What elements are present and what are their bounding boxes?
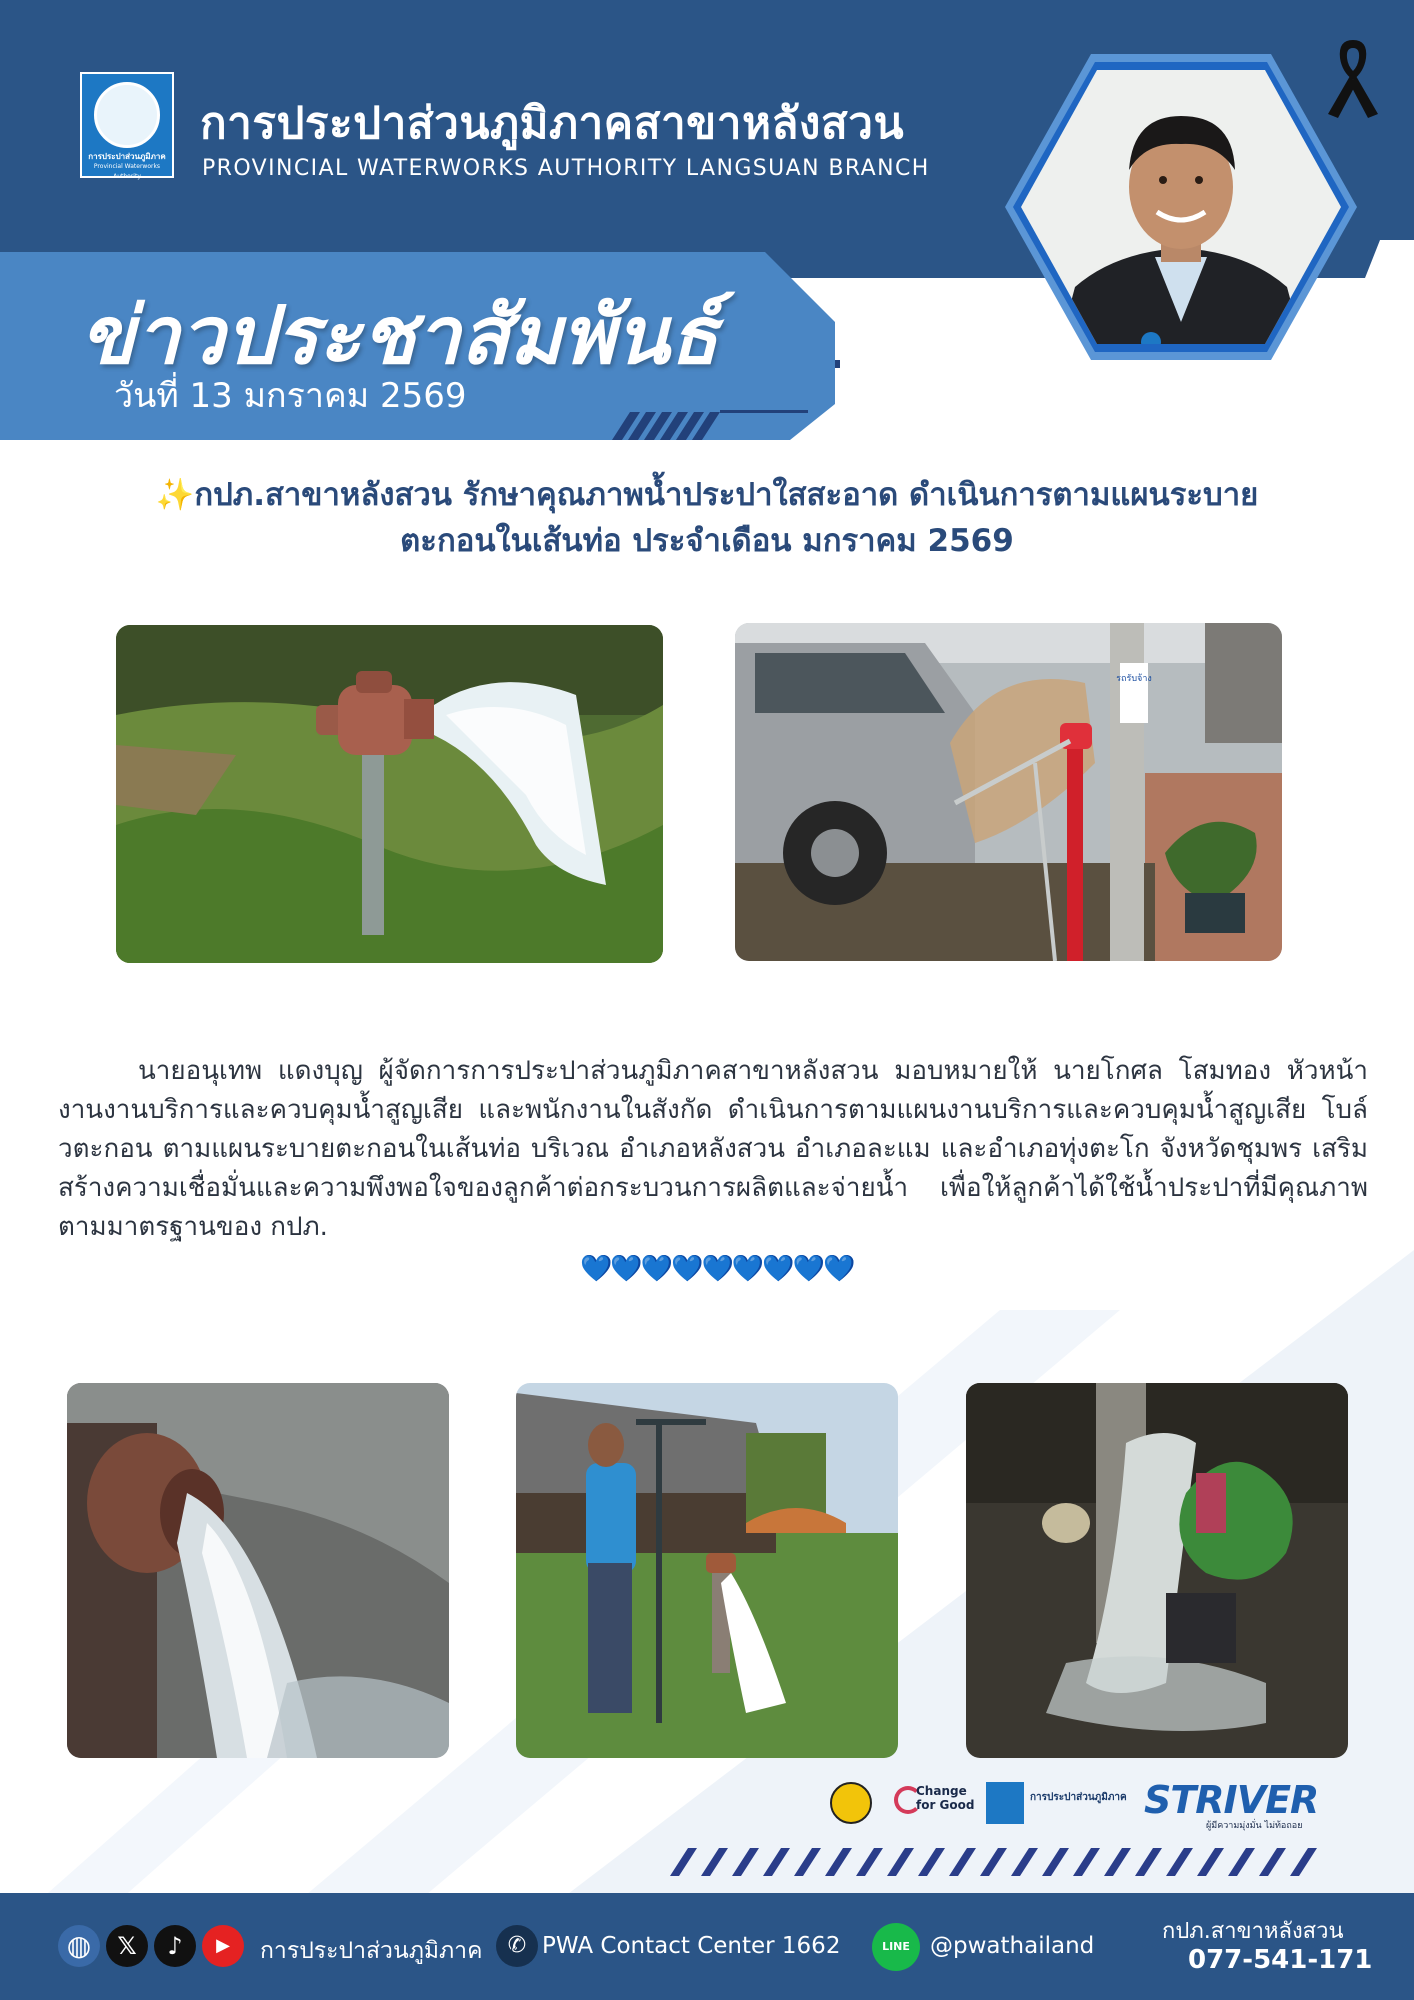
stripe-mark xyxy=(1197,1848,1224,1876)
stripe-mark xyxy=(1290,1848,1317,1876)
stripe-mark xyxy=(1228,1848,1255,1876)
stripe-mark xyxy=(794,1848,821,1876)
org-name-english: PROVINCIAL WATERWORKS AUTHORITY LANGSUAN BRANCH xyxy=(202,156,930,181)
headline xyxy=(120,472,1294,564)
org-name-thai: การประปาส่วนภูมิภาคสาขาหลังสวน xyxy=(200,98,905,149)
x-twitter-icon[interactable]: 𝕏 xyxy=(106,1925,148,1967)
contact-center[interactable]: PWA Contact Center 1662 xyxy=(542,1933,841,1959)
photo-hydrant-closeup xyxy=(67,1383,449,1758)
stripe-mark xyxy=(670,1848,697,1876)
striver-logo: STRIVER xyxy=(1144,1778,1319,1822)
tiktok-icon[interactable]: ♪ xyxy=(154,1925,196,1967)
heart-emoji-row: 💙💙💙💙💙💙💙💙💙 xyxy=(580,1254,854,1284)
stripe-mark xyxy=(949,1848,976,1876)
change-for-good-logo xyxy=(894,1780,978,1828)
mourning-ribbon-icon xyxy=(1318,34,1388,118)
stripe-mark xyxy=(1042,1848,1069,1876)
stripe-mark xyxy=(918,1848,945,1876)
footer xyxy=(0,1893,1414,2000)
pwa-logo xyxy=(80,72,174,178)
photo-worker-flushing xyxy=(516,1383,898,1758)
stripe-mark xyxy=(763,1848,790,1876)
headline-line-2: ตะกอนในเส้นท่อ ประจำเดือน มกราคม 2569 xyxy=(400,523,1014,559)
pwa-mini-text: การประปาส่วนภูมิภาค xyxy=(1030,1792,1127,1803)
photo-hydrant-street xyxy=(735,623,1282,961)
youtube-icon[interactable]: ▶ xyxy=(202,1925,244,1967)
manager-portrait xyxy=(1005,52,1357,362)
partner-logos xyxy=(830,1778,1330,1832)
stripe-mark xyxy=(732,1848,759,1876)
stripe-mark xyxy=(1073,1848,1100,1876)
phone-icon: ✆ xyxy=(496,1925,538,1967)
stripe-mark xyxy=(825,1848,852,1876)
branch-name: กปภ.สาขาหลังสวน xyxy=(1162,1919,1344,1944)
branch-phone[interactable]: 077-541-171 xyxy=(1188,1945,1373,1975)
stripe-mark xyxy=(701,1848,728,1876)
stripe-mark xyxy=(1259,1848,1286,1876)
photo-hydrant-field xyxy=(116,625,663,963)
news-title: ข่าวประชาสัมพันธ์ xyxy=(80,288,719,382)
photo-night-flushing xyxy=(966,1383,1348,1758)
line-icon[interactable]: LINE xyxy=(872,1923,920,1971)
stripe-mark xyxy=(887,1848,914,1876)
photo-sign-text: รถรับจ้าง xyxy=(1116,674,1152,684)
globe-icon[interactable]: ◍ xyxy=(58,1925,100,1967)
change-for-good-text: Change for Good xyxy=(916,1784,975,1812)
line-id[interactable]: @pwathailand xyxy=(930,1933,1095,1959)
pwa-mini-logo xyxy=(986,1782,1024,1824)
stripe-mark xyxy=(856,1848,883,1876)
stripe-mark xyxy=(980,1848,1007,1876)
social-label[interactable]: การประปาส่วนภูมิภาค xyxy=(260,1938,483,1964)
pwa-emblem-icon xyxy=(94,82,160,148)
stripe-mark xyxy=(1166,1848,1193,1876)
stripe-mark xyxy=(1104,1848,1131,1876)
stripe-mark xyxy=(1011,1848,1038,1876)
headline-line-1: ✨กปภ.สาขาหลังสวน รักษาคุณภาพน้ำประปาใสสะอาด ดำเนินการตามแผนระบาย xyxy=(155,477,1259,513)
striver-tagline: ผู้มีความมุ่งมั่น ไม่ท้อถอย xyxy=(1206,1821,1303,1831)
seal-logo xyxy=(830,1782,872,1824)
body-paragraph: นายอนุเทพ แดงบุญ ผู้จัดการการประปาส่วนภูมิภาคสาขาหลังสวน มอบหมายให้ นายโกศล โสมทอง หัวหน้างานงานบริการและควบคุมน้ำสูญเสีย และพนักงานในสังกัด ดำเนินการตามแผนงานบริการและควบคุมน้ำสูญเสีย โบล์วตะกอน ตามแผนระบายตะกอนในเส้นท่อ บริเวณ อำเภอหลังสวน อำเภอละแม และอำเภอทุ่งตะโก จังหวัดชุมพร เสริมสร้างความเชื่อมั่นและความพึงพอใจของลูกค้าต่อกระบวนการผลิตและจ่ายน้ำ เพื่อให้ลูกค้าได้ใช้น้ำประปาที่มีคุณภาพ ตามมาตรฐานของ กปภ. xyxy=(58,1056,1368,1242)
decorative-stripes xyxy=(670,1848,1330,1876)
stripe-mark xyxy=(1135,1848,1162,1876)
news-date: วันที่ 13 มกราคม 2569 xyxy=(114,376,467,416)
logo-caption: การประปาส่วนภูมิภาค Provincial Waterworks Authority xyxy=(88,152,166,180)
